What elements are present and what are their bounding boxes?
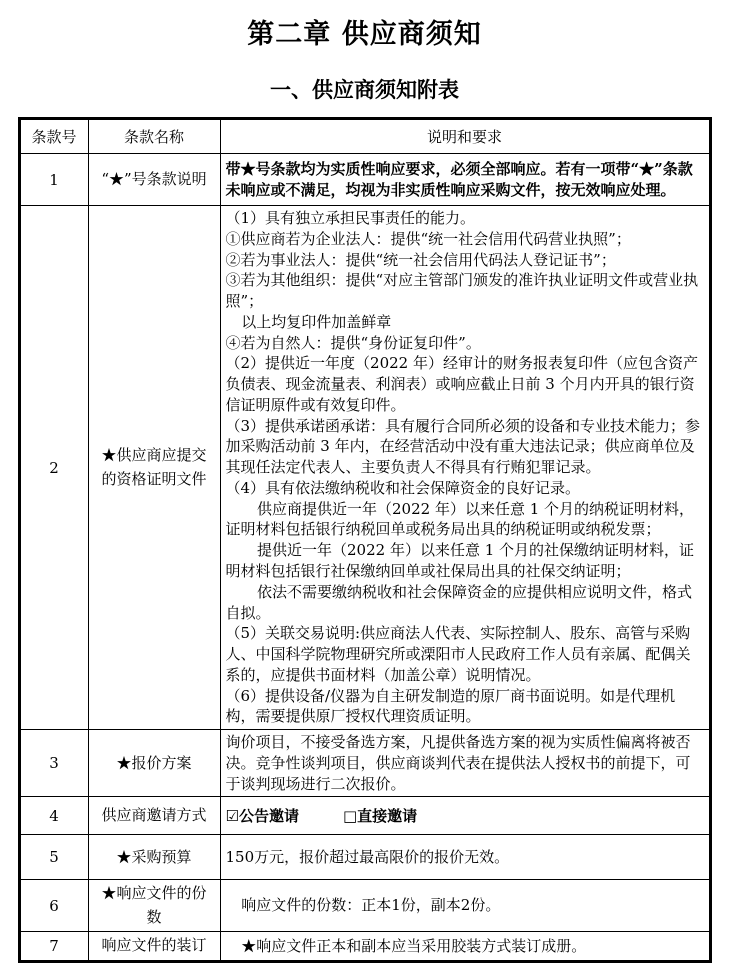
paragraph: （1）具有独立承担民事责任的能力。 xyxy=(225,209,476,227)
paragraph: ①供应商若为企业法人：提供“统一社会信用代码营业执照”； xyxy=(225,229,631,248)
table-row xyxy=(19,730,710,797)
clause-content xyxy=(220,154,710,206)
paragraph: （3）提供承诺函承诺：具有履行合同所必须的设备和专业技术能力；参加采购活动前 3 年内，在经营活动中没有重大违法记录；供应商单位及其现任法定代表人、主要负责人不得具有行贿犯罪记录。 xyxy=(225,416,701,477)
option-label: 直接邀请 xyxy=(357,806,418,825)
supplier-notice-table xyxy=(18,117,712,963)
clause-name: ★采购预算 xyxy=(88,835,220,880)
clause-content xyxy=(220,835,710,880)
table-row xyxy=(19,206,710,730)
clause-name: ★响应文件的份数 xyxy=(88,880,220,932)
chapter-title: 第二章 供应商须知 xyxy=(247,19,482,50)
header-clause-name: 条款名称 xyxy=(88,119,220,154)
clause-content xyxy=(220,206,710,730)
clause-number: 5 xyxy=(19,835,88,880)
clause-name: 供应商邀请方式 xyxy=(88,797,220,835)
table-row xyxy=(19,797,710,835)
invitation-option xyxy=(226,806,299,827)
paragraph: 询价项目，不接受备选方案，凡提供备选方案的视为实质性偏离将被否决。竞争性谈判项目，供应商谈判代表在提供法人授权书的前提下，可于谈判现场进行二次报价。 xyxy=(225,733,691,793)
paragraph: 150万元，报价超过最高限价的报价无效。 xyxy=(225,848,510,867)
document-page xyxy=(0,12,729,963)
paragraph: ③若为其他组织：提供“对应主管部门颁发的准许执业证明文件或营业执照”； xyxy=(225,271,699,311)
clause-number: 6 xyxy=(19,880,88,932)
paragraph: 提供近一年（2022 年）以来任意 1 个月的社保缴纳证明材料，证明材料包括银行社保缴纳回单或社保局出具的社保交纳证明； xyxy=(225,541,695,581)
clause-name: ★报价方案 xyxy=(88,730,220,797)
paragraph: ④若为自然人：提供“身份证复印件”。 xyxy=(225,333,481,352)
clause-number: 1 xyxy=(19,154,88,206)
invitation-option xyxy=(343,806,417,827)
clause-name: ★供应商应提交的资格证明文件 xyxy=(88,206,220,730)
table-row xyxy=(19,880,710,932)
unchecked-checkbox-icon: □ xyxy=(342,806,358,825)
paragraph: ②若为事业法人：提供“统一社会信用代码法人登记证书”； xyxy=(225,250,616,269)
header-clause-requirements: 说明和要求 xyxy=(220,119,710,154)
section-title: 一、供应商须知附表 xyxy=(270,78,459,102)
clause-number: 3 xyxy=(19,730,88,797)
clause-number: 7 xyxy=(19,931,88,961)
table-body xyxy=(19,154,710,962)
paragraph: 带★号条款均为实质性响应要求，必须全部响应。若有一项带“★”条款未响应或不满足，均视为非实质性响应采购文件，按无效响应处理。 xyxy=(225,159,693,199)
header-clause-number: 条款号 xyxy=(19,119,88,154)
paragraph: （5）关联交易说明:供应商法人代表、实际控制人、股东、高管与采购人、中国科学院物理研究所或溧阳市人民政府工作人员有亲属、配偶关系的，应提供书面材料（加盖公章）说明情况。 xyxy=(225,624,691,684)
table-header-row xyxy=(19,119,710,154)
paragraph: ★响应文件正本和副本应当采用胶装方式装订成册。 xyxy=(241,936,587,955)
paragraph: 供应商提供近一年（2022 年）以来任意 1 个月的纳税证明材料，证明材料包括银行纳税回单或税务局出具的纳税证明或纳税发票； xyxy=(225,499,695,539)
table-row xyxy=(19,154,710,206)
table-row xyxy=(19,835,710,880)
clause-number: 2 xyxy=(19,206,88,730)
clause-name: “★”号条款说明 xyxy=(88,154,220,206)
clause-name: 响应文件的装订 xyxy=(88,931,220,961)
clause-content xyxy=(220,797,710,835)
paragraph: 响应文件的份数：正本1份，副本2份。 xyxy=(241,896,501,915)
option-label: 公告邀请 xyxy=(238,806,299,825)
invitation-options xyxy=(226,806,704,827)
paragraph: 以上均复印件加盖鲜章 xyxy=(241,312,392,331)
paragraph: 依法不需要缴纳税收和社会保障资金的应提供相应说明文件，格式自拟。 xyxy=(225,582,693,622)
clause-number: 4 xyxy=(19,797,88,835)
table-row xyxy=(19,931,710,961)
clause-content xyxy=(220,880,710,932)
paragraph: （2）提供近一年度（2022 年）经审计的财务报表复印件（应包含资产负债表、现金流量表、利润表）或响应截止日前 3 个月内开具的银行资信证明原件或有效复印件。 xyxy=(225,354,698,414)
checked-checkbox-icon: ☑ xyxy=(225,806,239,825)
paragraph: （6）提供设备/仪器为自主研发制造的原厂商书面说明。如是代理机构，需要提供原厂授权代理资质证明。 xyxy=(225,686,676,726)
clause-content xyxy=(220,730,710,797)
clause-content xyxy=(220,931,710,961)
paragraph: （4）具有依法缴纳税收和社会保障资金的良好记录。 xyxy=(225,478,581,497)
